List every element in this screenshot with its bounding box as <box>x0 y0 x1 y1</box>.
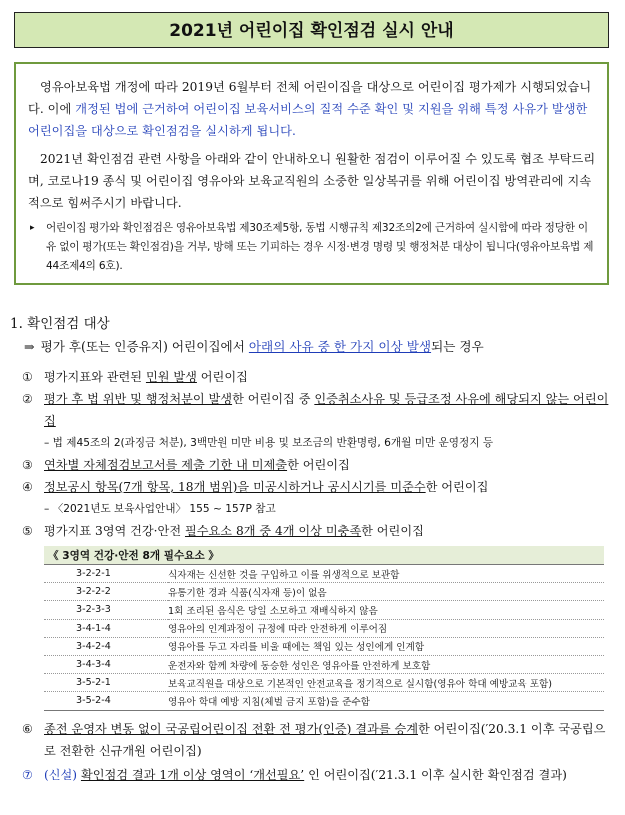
intro-emphasis: 개정된 법에 근거하여 어린이집 보육서비스의 질적 수준 확인 및 지원을 위해 특정 사유가 발생한 어린이집을 대상으로 확인점검을 실시하게 됩니다. <box>28 102 588 138</box>
criteria-item-5 <box>22 520 612 542</box>
double-arrow-icon: ⇒ <box>24 339 35 354</box>
criteria-item-3 <box>22 454 612 476</box>
row-code: 3-4-3-4 <box>44 655 168 673</box>
table-row <box>44 565 604 583</box>
item-emphasis: 평가 후 법 위반 및 행정처분이 발생 <box>44 392 233 406</box>
criteria-item-4 <box>22 476 612 498</box>
row-text: 유통기한 경과 식품(식자재 등)이 없음 <box>168 583 604 601</box>
lead-text: 평가 후(또는 인증유지) 어린이집에서 <box>40 339 249 354</box>
criteria-item-1 <box>22 366 612 388</box>
item-emphasis: 필수요소 8개 중 4개 이상 미충족 <box>184 524 362 538</box>
row-text: 1회 조리된 음식은 당일 소모하고 재배식하지 않음 <box>168 601 604 619</box>
row-code: 3-5-2-4 <box>44 692 168 710</box>
requirements-header: 《 3영역 건강·안전 8개 필수요소 》 <box>44 546 604 565</box>
item-text-end: 한 어린이집(′20.3.1 이후 국공립으로 전환한 신규개원 어린이집) <box>44 722 606 758</box>
table-row <box>44 601 604 619</box>
item-number: ⑥ <box>22 722 33 736</box>
item-text-end: 어린이집 <box>196 370 248 384</box>
criteria-list-continued <box>22 718 617 786</box>
page-title: 2021년 어린이집 확인점검 실시 안내 <box>14 12 609 48</box>
item-emphasis: 민원 발생 <box>145 370 197 384</box>
item-emphasis: 확인점검 결과 1개 이상 영역이 ‘개선필요’ <box>80 768 305 782</box>
criteria-item-6 <box>22 718 617 762</box>
item-number: ⑤ <box>22 524 33 538</box>
item-text: 평가지표와 관련된 <box>44 370 146 384</box>
item-number: ② <box>22 392 33 406</box>
requirements-table <box>44 546 604 711</box>
new-tag: (신설) <box>44 768 78 782</box>
item-text-end: 한 어린이집 <box>287 458 350 472</box>
criteria-list <box>22 366 612 542</box>
row-text: 식자재는 신선한 것을 구입하고 이를 위생적으로 보관함 <box>168 565 604 583</box>
section-lead <box>24 336 484 355</box>
section-heading: 1. 확인점검 대상 <box>10 316 110 332</box>
triangle-bullet-icon: ▸ <box>30 223 35 233</box>
criteria-item-4-reference: – 〈2021년도 보육사업안내〉 155 ~ 157P 참고 <box>44 503 276 515</box>
table-row <box>44 655 604 673</box>
row-code: 3-4-2-4 <box>44 637 168 655</box>
table-row <box>44 692 604 710</box>
item-emphasis-2: 인증취소사유 및 등급조정 사유에 해당되지 않는 어린이집 <box>44 392 609 428</box>
item-number: ⑦ <box>22 768 33 782</box>
criteria-item-7 <box>22 764 617 786</box>
item-text: 평가지표 3영역 건강·안전 <box>44 524 185 538</box>
row-text: 운전자와 함께 차량에 동승한 성인은 영유아를 안전하게 보호함 <box>168 655 604 673</box>
table-row <box>44 637 604 655</box>
item-number: ③ <box>22 458 33 472</box>
item-emphasis: 연차별 자체점검보고서를 제출 기한 내 미제출 <box>44 458 288 472</box>
criteria-item-2 <box>22 388 612 432</box>
legal-note <box>28 219 597 276</box>
item-number: ① <box>22 370 33 384</box>
item-number: ④ <box>22 480 33 494</box>
intro-paragraph-2: 2021년 확인점검 관련 사항을 아래와 같이 안내하오니 원활한 점검이 이루어질 수 있도록 협조 부탁드리며, 코로나19 종식 및 어린이집 영유아와 보육교직원의 소중한 일상복귀를 위해 어린이집 방역관리에 지속적으로 힘써주시기 바랍니다. <box>28 152 596 210</box>
row-code: 3-2-2-2 <box>44 583 168 601</box>
table-row <box>44 674 604 692</box>
lead-text-end: 되는 경우 <box>431 339 484 354</box>
criteria-item-2-detail: – 법 제45조의 2(과징금 처분), 3백만원 미만 비용 및 보조금의 반환명령, 6개월 미만 운영정지 등 <box>44 437 494 449</box>
table-row <box>44 619 604 637</box>
item-text: 한 어린이집 중 <box>232 392 315 406</box>
intro-box <box>14 62 609 285</box>
row-code: 3-4-1-4 <box>44 619 168 637</box>
legal-note-text: 어린이집 평가와 확인점검은 영유아보육법 제30조제5항, 동법 시행규칙 제32조의2에 근거하여 실시함에 따라 정당한 이유 없이 평가(또는 확인점검)을 거부, 방해 또는 기피하는 경우 시정·변경 명령 및 행정처분 대상이 됩니다(영유아보육법 제44조제4의 6호). <box>46 222 594 272</box>
row-code: 3-2-2-1 <box>44 565 168 583</box>
table-row <box>44 583 604 601</box>
item-text-end: 한 어린이집 <box>425 480 489 494</box>
row-code: 3-5-2-1 <box>44 674 168 692</box>
row-code: 3-2-3-3 <box>44 601 168 619</box>
row-text: 보육교직원을 대상으로 기본적인 안전교육을 정기적으로 실시함(영유아 학대 예방교육 포함) <box>168 674 604 692</box>
item-emphasis: 종전 운영자 변동 없이 국공립어린이집 전환 전 평가(인증) 결과를 승계 <box>44 722 419 736</box>
intro-text: 영유아보육법 개정에 따라 2019년 6월부터 전체 어린이집을 대상으로 어린이집 평가제가 시행되었습니다. 이에 <box>28 80 592 116</box>
item-text-end: 한 어린이집 <box>361 524 424 538</box>
row-text: 영유아 학대 예방 지침(체벌 금지 포함)을 준수함 <box>168 692 604 710</box>
row-text: 영유아를 두고 자리를 비울 때에는 책임 있는 성인에게 인계함 <box>168 637 604 655</box>
row-text: 영유아의 인계과정이 규정에 따라 안전하게 이루어짐 <box>168 619 604 637</box>
item-text-end: 인 어린이집(′21.3.1 이후 실시한 확인점검 결과) <box>308 768 567 782</box>
intro-paragraph-1 <box>28 76 597 142</box>
lead-emphasis: 아래의 사유 중 한 가지 이상 발생 <box>248 339 432 354</box>
item-emphasis: 정보공시 항목(7개 항목, 18개 범위)을 미공시하거나 공시시기를 미준수 <box>44 480 426 494</box>
